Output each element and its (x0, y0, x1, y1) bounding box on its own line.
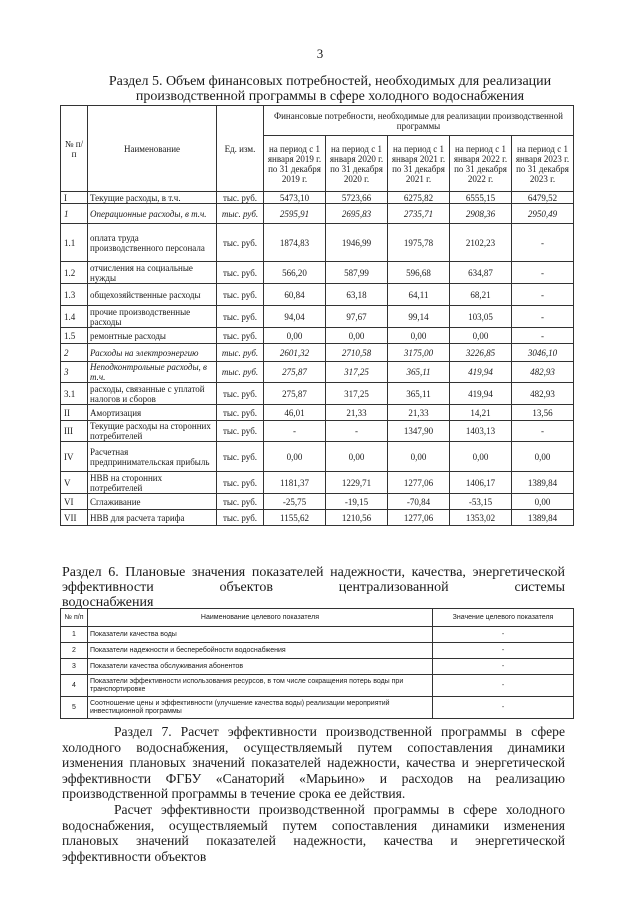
col-header-num: № п/п (61, 106, 88, 192)
row-name: расходы, связанные с уплатой налогов и сборов (88, 383, 217, 405)
row-code: 5 (61, 697, 88, 719)
table-row (61, 284, 574, 306)
row-name: прочие производственные расходы (88, 306, 217, 328)
row-code: II (61, 405, 88, 421)
row-code: 1.3 (61, 284, 88, 306)
row-name: Амортизация (88, 405, 217, 421)
row-name: отчисления на социальные нужды (88, 262, 217, 284)
table-row (61, 362, 574, 383)
table-row (61, 494, 574, 510)
row-value: 1155,62 (264, 510, 326, 526)
row-value: 0,00 (326, 328, 388, 344)
row-value: 6555,15 (450, 192, 512, 204)
table-row (61, 675, 574, 697)
row-value: - (326, 421, 388, 442)
row-name: общехозяйственные расходы (88, 284, 217, 306)
row-value: -70,84 (388, 494, 450, 510)
row-value: 0,00 (388, 442, 450, 472)
row-value: 99,14 (388, 306, 450, 328)
col-header-period: на период с 1 января 2021 г. по 31 декабря 2021 г. (388, 136, 450, 192)
target-indicators-table-body (61, 627, 574, 719)
row-value: 14,21 (450, 405, 512, 421)
row-value: 2710,58 (326, 344, 388, 362)
row-name: Показатели надежности и бесперебойности водоснабжения (88, 643, 433, 659)
row-value: 3175,00 (388, 344, 450, 362)
row-value: -53,15 (450, 494, 512, 510)
table-row (61, 643, 574, 659)
row-value: 1406,17 (450, 472, 512, 494)
row-code: 2 (61, 643, 88, 659)
row-value: 3046,10 (512, 344, 574, 362)
row-value: - (433, 659, 574, 675)
col-header-num: № п/п (61, 609, 88, 627)
col-header-name: Наименование (88, 106, 217, 192)
col-header-period: на период с 1 января 2020 г. по 31 декабря 2020 г. (326, 136, 388, 192)
row-value: 2950,49 (512, 204, 574, 224)
row-unit: тыс. руб. (217, 204, 264, 224)
row-code: 1.2 (61, 262, 88, 284)
page-number: 3 (316, 46, 324, 61)
row-name: Соотношение цены и эффективности (улучшение качества воды) реализации мероприятий инвестиционной программы (88, 697, 433, 719)
row-name: Расчетная предпринимательская прибыль (88, 442, 217, 472)
row-value: 0,00 (512, 442, 574, 472)
row-code: 3 (61, 362, 88, 383)
row-value: 634,87 (450, 262, 512, 284)
row-value: - (264, 421, 326, 442)
row-value: 2102,23 (450, 224, 512, 262)
row-value: 1874,83 (264, 224, 326, 262)
col-header-indicator-name: Наименование целевого показателя (88, 609, 433, 627)
row-unit: тыс. руб. (217, 284, 264, 306)
row-code: 1 (61, 204, 88, 224)
row-unit: тыс. руб. (217, 362, 264, 383)
row-value: 1389,84 (512, 472, 574, 494)
table-row (61, 472, 574, 494)
row-value: - (433, 697, 574, 719)
row-value: 94,04 (264, 306, 326, 328)
table-row (61, 421, 574, 442)
row-value: 587,99 (326, 262, 388, 284)
row-value: 482,93 (512, 383, 574, 405)
col-header-group: Финансовые потребности, необходимые для реализации производственной программы (264, 106, 574, 136)
row-value: 2601,32 (264, 344, 326, 362)
row-code: VI (61, 494, 88, 510)
row-value: 275,87 (264, 362, 326, 383)
row-value: 0,00 (326, 442, 388, 472)
row-value: 1946,99 (326, 224, 388, 262)
table-row (61, 262, 574, 284)
financial-needs-table (60, 105, 574, 526)
row-value: 0,00 (264, 442, 326, 472)
row-value: 21,33 (326, 405, 388, 421)
row-value: 2908,36 (450, 204, 512, 224)
row-value: 365,11 (388, 362, 450, 383)
row-value: 0,00 (264, 328, 326, 344)
row-value: 1975,78 (388, 224, 450, 262)
row-name: Текущие расходы на сторонних потребителей (88, 421, 217, 442)
row-value: - (512, 284, 574, 306)
col-header-period: на период с 1 января 2022 г. по 31 декабря 2022 г. (450, 136, 512, 192)
row-value: 68,21 (450, 284, 512, 306)
table-row (61, 224, 574, 262)
section-6-heading-line2: водоснабжения (62, 595, 154, 610)
row-value: 1403,13 (450, 421, 512, 442)
row-value: 1277,06 (388, 510, 450, 526)
row-code: 3.1 (61, 383, 88, 405)
row-value: 0,00 (450, 328, 512, 344)
row-value: 0,00 (388, 328, 450, 344)
row-value: - (512, 224, 574, 262)
row-value: - (512, 262, 574, 284)
table-row (61, 697, 574, 719)
row-value: 60,84 (264, 284, 326, 306)
table-row (61, 383, 574, 405)
row-value: 1347,90 (388, 421, 450, 442)
row-value: 1277,06 (388, 472, 450, 494)
row-value: - (512, 306, 574, 328)
row-unit: тыс. руб. (217, 442, 264, 472)
row-unit: тыс. руб. (217, 510, 264, 526)
section-6-heading-line1: Раздел 6. Плановые значения показателей надежности, качества, энергетической эффективности объектов централизованной системы (62, 565, 565, 595)
row-name: оплата труда производственного персонала (88, 224, 217, 262)
row-name: НВВ для расчета тарифа (88, 510, 217, 526)
row-value: 482,93 (512, 362, 574, 383)
table-row (61, 306, 574, 328)
col-header-period: на период с 1 января 2019 г. по 31 декабря 2019 г. (264, 136, 326, 192)
row-value: 0,00 (450, 442, 512, 472)
row-name: Неподконтрольные расходы, в т.ч. (88, 362, 217, 383)
row-value: 5473,10 (264, 192, 326, 204)
row-value: 2735,71 (388, 204, 450, 224)
row-value: 365,11 (388, 383, 450, 405)
table-row (61, 510, 574, 526)
row-value: 275,87 (264, 383, 326, 405)
row-value: 13,56 (512, 405, 574, 421)
row-code: 2 (61, 344, 88, 362)
row-code: III (61, 421, 88, 442)
col-header-period: на период с 1 января 2023 г. по 31 декабря 2023 г. (512, 136, 574, 192)
row-value: 63,18 (326, 284, 388, 306)
row-code: 3 (61, 659, 88, 675)
row-value: 2695,83 (326, 204, 388, 224)
row-value: - (433, 675, 574, 697)
target-indicators-table (60, 608, 574, 719)
row-value: 419,94 (450, 383, 512, 405)
row-code: 4 (61, 675, 88, 697)
table-row (61, 328, 574, 344)
row-value: 97,67 (326, 306, 388, 328)
row-unit: тыс. руб. (217, 224, 264, 262)
row-value: 317,25 (326, 362, 388, 383)
section-6-heading (62, 565, 565, 610)
row-value: 1210,56 (326, 510, 388, 526)
row-unit: тыс. руб. (217, 192, 264, 204)
row-name: НВВ на сторонних потребителей (88, 472, 217, 494)
row-code: I (61, 192, 88, 204)
row-unit: тыс. руб. (217, 383, 264, 405)
row-value: - (433, 643, 574, 659)
col-header-unit: Ед. изм. (217, 106, 264, 192)
row-value: 1389,84 (512, 510, 574, 526)
section-7-paragraph-continued: Расчет эффективности производственной программы в сфере холодного водоснабжения, осуществляемый путем сопоставления динамики изменения плановых значений показателей надежности, качества и энергетической эффективности объектов (62, 802, 565, 864)
table-row (61, 442, 574, 472)
row-value: 64,11 (388, 284, 450, 306)
row-value: 1353,02 (450, 510, 512, 526)
row-value: 596,68 (388, 262, 450, 284)
row-unit: тыс. руб. (217, 328, 264, 344)
financial-needs-table-body (61, 192, 574, 526)
row-value: 419,94 (450, 362, 512, 383)
row-value: - (512, 421, 574, 442)
row-name: Текущие расходы, в т.ч. (88, 192, 217, 204)
col-header-indicator-value: Значение целевого показателя (433, 609, 574, 627)
row-code: V (61, 472, 88, 494)
row-value: 3226,85 (450, 344, 512, 362)
table-row (61, 659, 574, 675)
table-row (61, 204, 574, 224)
row-unit: тыс. руб. (217, 494, 264, 510)
row-value: - (512, 328, 574, 344)
row-code: 1.4 (61, 306, 88, 328)
section-5-heading: Раздел 5. Объем финансовых потребностей, необходимых для реализации производственной программы в сфере холодного водоснабжения (108, 74, 552, 104)
row-value: 46,01 (264, 405, 326, 421)
row-value: 566,20 (264, 262, 326, 284)
row-value: 317,25 (326, 383, 388, 405)
row-value: 1229,71 (326, 472, 388, 494)
row-code: VII (61, 510, 88, 526)
row-name: Сглаживание (88, 494, 217, 510)
section-7-paragraph: Раздел 7. Расчет эффективности производственной программы в сфере холодного водоснабжения, осуществляемый путем сопоставления динамики изменения плановых значений показателей надежности, качества и энергетической эффективности ФГБУ «Санаторий «Марьино» и расходов на реализацию производственной программы в течение срока ее действия. (62, 724, 565, 802)
row-unit: тыс. руб. (217, 306, 264, 328)
row-value: 103,05 (450, 306, 512, 328)
row-value: 6275,82 (388, 192, 450, 204)
row-unit: тыс. руб. (217, 344, 264, 362)
table-row (61, 627, 574, 643)
row-value: -25,75 (264, 494, 326, 510)
table-row (61, 344, 574, 362)
row-value: - (433, 627, 574, 643)
row-unit: тыс. руб. (217, 421, 264, 442)
row-value: 21,33 (388, 405, 450, 421)
row-unit: тыс. руб. (217, 472, 264, 494)
row-code: IV (61, 442, 88, 472)
table-row (61, 192, 574, 204)
row-unit: тыс. руб. (217, 262, 264, 284)
row-name: Показатели качества обслуживания абонентов (88, 659, 433, 675)
row-name: ремонтные расходы (88, 328, 217, 344)
table-row (61, 405, 574, 421)
row-code: 1.1 (61, 224, 88, 262)
row-code: 1 (61, 627, 88, 643)
row-value: 5723,66 (326, 192, 388, 204)
row-code: 1.5 (61, 328, 88, 344)
row-name: Показатели качества воды (88, 627, 433, 643)
row-value: 6479,52 (512, 192, 574, 204)
row-value: 0,00 (512, 494, 574, 510)
row-name: Расходы на электроэнергию (88, 344, 217, 362)
row-value: 1181,37 (264, 472, 326, 494)
row-value: 2595,91 (264, 204, 326, 224)
row-unit: тыс. руб. (217, 405, 264, 421)
row-value: -19,15 (326, 494, 388, 510)
row-name: Операционные расходы, в т.ч. (88, 204, 217, 224)
row-name: Показатели эффективности использования ресурсов, в том числе сокращения потерь воды при транспортировке (88, 675, 433, 697)
